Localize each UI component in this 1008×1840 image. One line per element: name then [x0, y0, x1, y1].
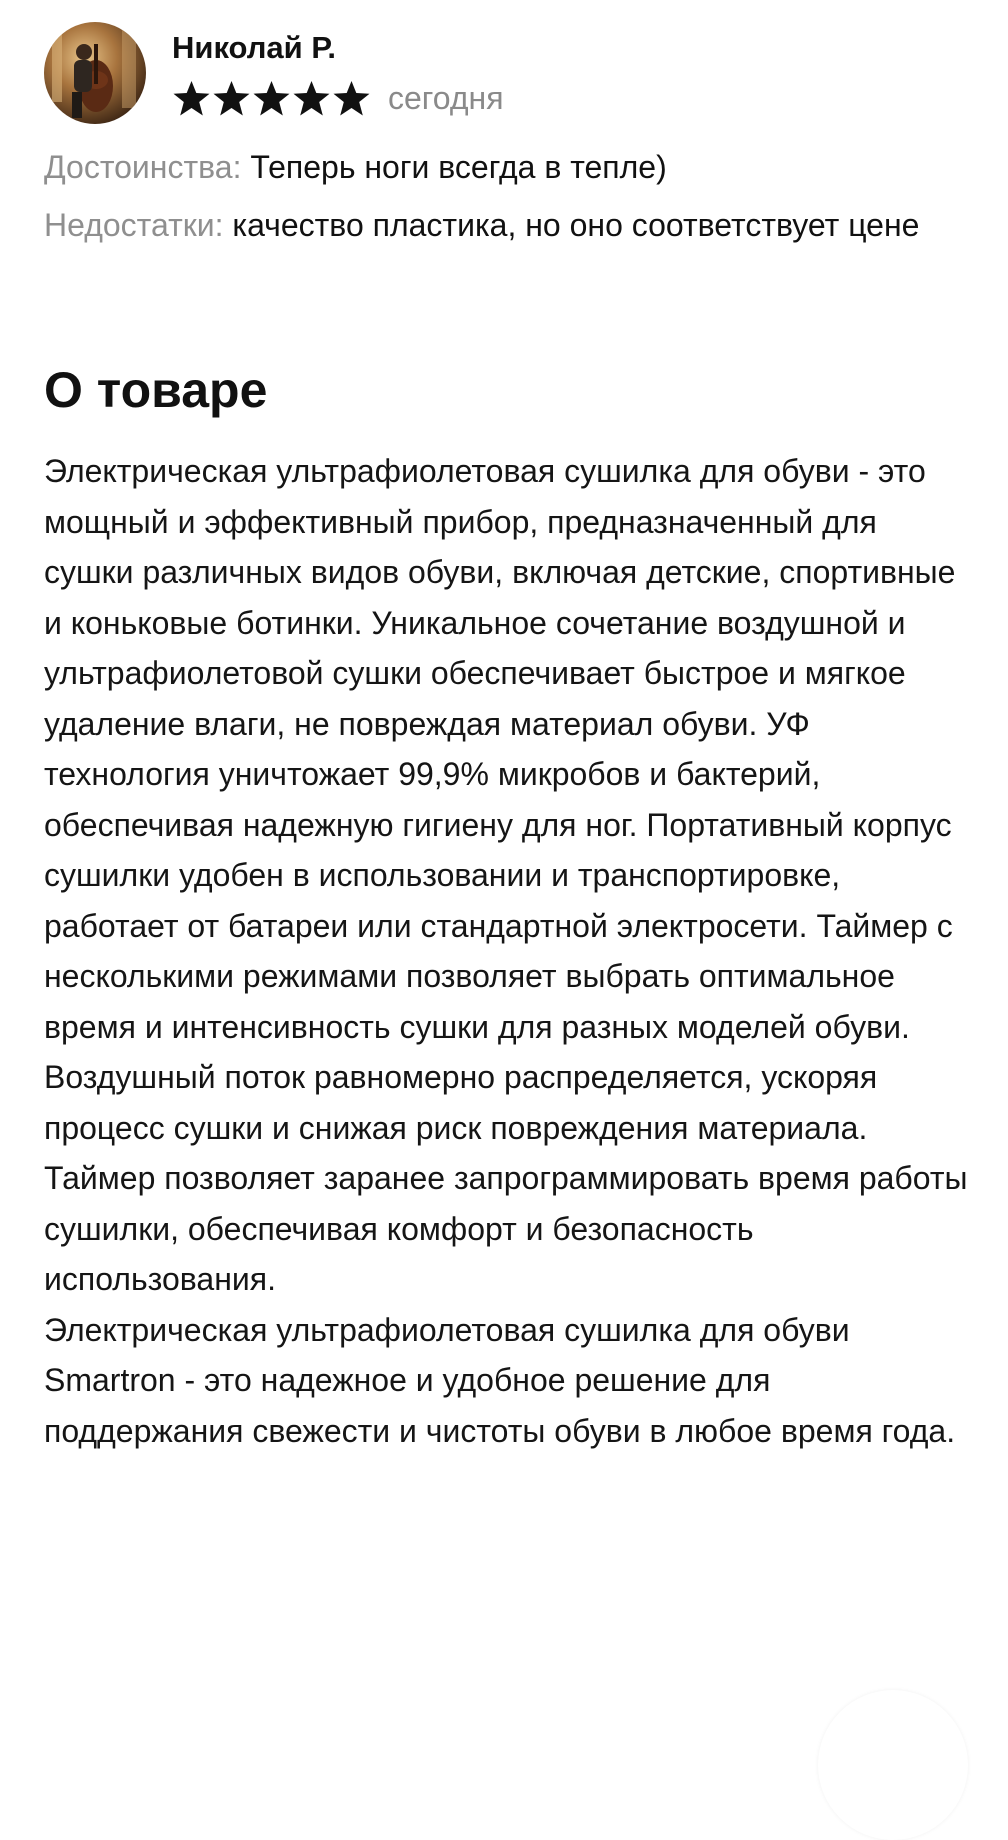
star-icon [212, 80, 251, 117]
cons-label: Недостатки: [44, 207, 224, 243]
cons-text: качество пластика, но оно соответствует цене [232, 207, 920, 243]
star-icon [332, 80, 371, 117]
pros-label: Достоинства: [44, 149, 242, 185]
star-icon [292, 80, 331, 117]
review-card [44, 22, 964, 250]
about-title: О товаре [44, 362, 268, 418]
review-date: сегодня [388, 80, 504, 116]
rating-stars [172, 80, 372, 117]
author-name[interactable]: Николай Р. [172, 30, 336, 65]
about-paragraph: Электрическая ультрафиолетовая сушилка для обуви Smartron - это надежное и удобное решение для поддержания свежести и чистоты обуви в любое время года. [44, 1311, 956, 1449]
avatar[interactable] [44, 22, 146, 124]
floating-action-button[interactable] [818, 1690, 968, 1840]
pros-text: Теперь ноги всегда в тепле) [250, 149, 667, 185]
review-meta [172, 22, 504, 118]
rating-row [172, 78, 504, 118]
about-paragraph: Таймер позволяет заранее запрограммировать время работы сушилки, обеспечивая комфорт и безопасность использования. [44, 1160, 968, 1297]
review-header [44, 22, 964, 124]
review-cons [44, 200, 964, 250]
star-icon [172, 80, 211, 117]
review-pros [44, 142, 964, 192]
about-description [44, 446, 974, 1456]
star-icon [252, 80, 291, 117]
about-paragraph: Электрическая ультрафиолетовая сушилка для обуви - это мощный и эффективный прибор, предназначенный для сушки различных видов обуви, включая детские, спортивные и коньковые ботинки. Уникальное сочетание воздушной и ультрафиолетовой сушки обеспечивает быстрое и мягкое удаление влаги, не повреждая материал обуви. УФ технология уничтожает 99,9% микробов и бактерий, обеспечивая надежную гигиену для ног. Портативный корпус сушилки удобен в использовании и транспортировке, работает от батареи или стандартной электросети. Таймер с несколькими режимами позволяет выбрать оптимальное время и интенсивность сушки для разных моделей обуви. [44, 453, 956, 1045]
about-paragraph: Воздушный поток равномерно распределяется, ускоряя процесс сушки и снижая риск повреждения материала. [44, 1059, 878, 1146]
